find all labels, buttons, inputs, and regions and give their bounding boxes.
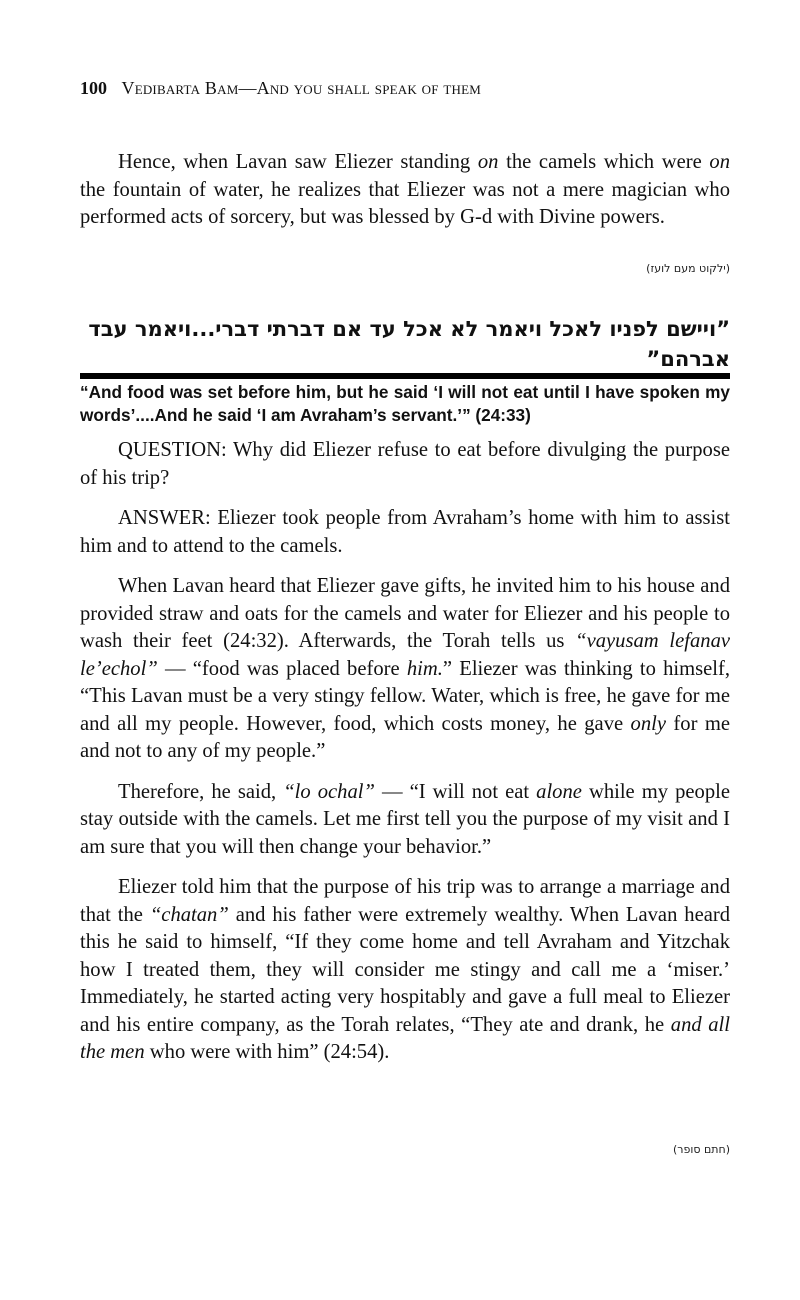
italic-run: on [709,151,730,173]
paragraph-text [80,149,730,232]
italic-run: “lo ochal” [283,780,375,803]
text-run: while my people stay outside with the camels. Let me first tell you the purpose of my visit and I am sure that you will then change your behavior.” [80,780,730,858]
text-run: and his father were extremely wealthy. When Lavan heard this he said to himself, “If they come home and tell Avraham and Yitzchak how I treated them, they will consider me stingy and call me a ‘miser.’ Immediately, he started acting very hospitably and gave a full meal to Eliezer and his entire company, as the Torah relates, “They ate and drank, he [80,903,731,1036]
page-number: 100 [80,78,107,98]
verse-english: “And food was set before him, but he said ‘I will not eat until I have spoken my words’....And he said ‘I am Avraham’s servant.’” (24:33) [80,382,730,425]
paragraph-lavan-heard [80,573,730,766]
italic-run: “chatan” [149,903,229,926]
paragraph-eliezer-told [80,874,730,1067]
text-run: Hence, when Lavan saw Eliezer standing [118,151,478,173]
text-run: the fountain of water, he realizes that Eliezer was not a mere magician who performed acts of sorcery, but was blessed by G-d with Divine powers. [80,178,730,228]
text-run: — “food was placed before [157,657,407,680]
text-run: Eliezer told him that the purpose of his trip was to arrange a marriage and that the [80,876,730,926]
section-divider [80,373,730,379]
verse-hebrew: ”ויישם לפניו לאכל ויאמר לא אכל עד אם דברתי דברי...ויאמר עבד אברהם” [88,317,730,371]
text-run: for me and not to any of my people.” [80,712,731,762]
italic-run: only [630,712,667,735]
italic-run: “vayusam lefanav le’echol” [80,630,731,680]
book-title: Vedibarta Bam—And you shall speak of them [121,78,482,98]
italic-run: on [477,151,499,173]
book-page [80,0,730,1300]
paragraph-therefore [80,779,730,862]
text-run: When Lavan heard that Eliezer gave gifts, he invited him to his house and provided straw and oats for the camels and water for Eliezer and his people to wash their feet (24:32). Afterwards, the Torah tells us [80,575,730,652]
italic-run: alone [536,780,582,803]
text-run: who were with him” (24:54). [144,1041,390,1063]
running-head [80,78,481,99]
question-answer-section [80,437,730,1067]
answer-paragraph: ANSWER: Eliezer took people from Avraham’s home with him to assist him and to attend to the camels. [80,507,730,557]
source-citation: (ילקוט מעם לועז) [646,262,730,275]
italic-run: and all the men [80,1013,730,1063]
text-run: ” Eliezer was thinking to himself, “This Lavan must be a very stingy fellow. Water, which is free, he gave for me and all my people. However, food, which costs money, he gave [80,657,730,735]
text-run: Therefore, he said, [118,780,284,803]
paragraph-hence [80,149,730,232]
italic-run: him. [406,657,443,680]
text-run: — “I will not eat [374,780,537,803]
text-run: the camels which were [498,151,710,173]
source-citation: (חתם סופר) [672,1143,730,1156]
question-paragraph: QUESTION: Why did Eliezer refuse to eat before divulging the purpose of his trip? [80,439,730,489]
